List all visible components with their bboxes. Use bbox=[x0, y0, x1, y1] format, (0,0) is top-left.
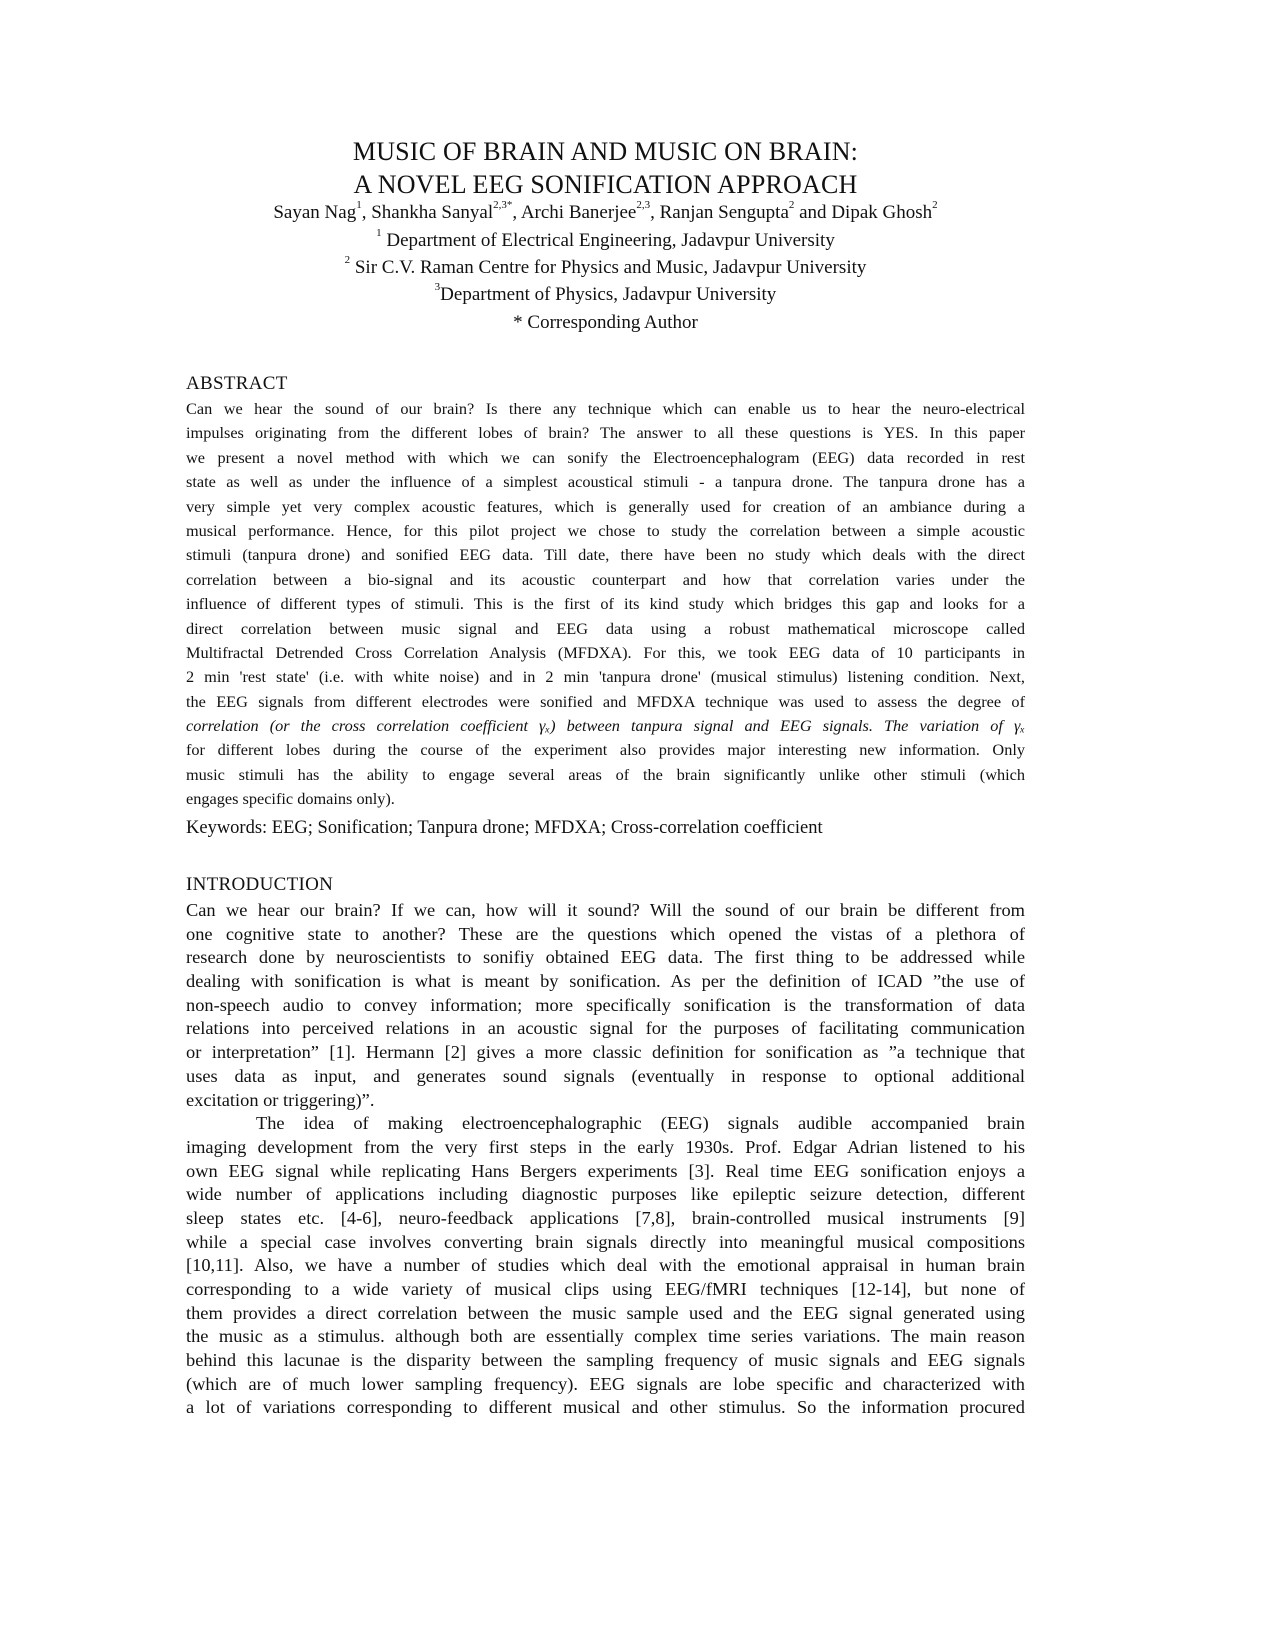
corresponding-author-note: * Corresponding Author bbox=[513, 312, 698, 333]
text-line: correlation (or the cross correlation coefficient γₓ) between tanpura signal and EEG signals. The variation of γₓ bbox=[186, 716, 1025, 736]
author-name: Archi Banerjee bbox=[520, 202, 637, 223]
text-line: direct correlation between music signal and EEG data using a robust mathematical microscope called bbox=[186, 618, 1025, 638]
text-line: uses data as input, and generates sound signals (eventually in response to optional additional bbox=[186, 1065, 1025, 1086]
affiliation-1 bbox=[0, 227, 1211, 252]
title-line-2: A NOVEL EEG SONIFICATION APPROACH bbox=[353, 170, 858, 199]
text-line: The idea of making electroencephalographic (EEG) signals audible accompanied brain bbox=[256, 1113, 1025, 1134]
text-line: engages specific domains only). bbox=[186, 789, 395, 809]
author-list bbox=[0, 199, 1211, 224]
text-line: or interpretation” [1]. Hermann [2] gives a more classic definition for sonification as ”a technique that bbox=[186, 1042, 1025, 1063]
text-line: music stimuli has the ability to engage several areas of the brain significantly unlike other stimuli (which bbox=[186, 764, 1025, 784]
text-line: (which are of much lower sampling frequency). EEG signals are lobe specific and characterized with bbox=[186, 1373, 1025, 1394]
text-line: state as well as under the influence of a simplest acoustical stimuli - a tanpura drone. The tanpura drone has a bbox=[186, 472, 1025, 492]
text-line: impulses originating from the different lobes of brain? The answer to all these questions is YES. In this paper bbox=[186, 423, 1025, 443]
text-line: dealing with sonification is what is meant by sonification. As per the definition of ICAD ”the use of bbox=[186, 971, 1025, 992]
text-line: own EEG signal while replicating Hans Bergers experiments [3]. Real time EEG sonification enjoys a bbox=[186, 1160, 1025, 1181]
affiliation-text: Department of Physics, Jadavpur University bbox=[440, 284, 777, 305]
author-separator: , bbox=[650, 202, 660, 223]
keywords: Keywords: EEG; Sonification; Tanpura drone; MFDXA; Cross-correlation coefficient bbox=[186, 818, 823, 838]
text-line: we present a novel method with which we can sonify the Electroencephalogram (EEG) data recorded in rest bbox=[186, 447, 1025, 467]
affiliation-mark: 3 bbox=[434, 281, 441, 293]
text-line: relations into perceived relations in an acoustic signal for the purposes of facilitating communication bbox=[186, 1018, 1025, 1039]
text-line: 2 min 'rest state' (i.e. with white noise) and in 2 min 'tanpura drone' (musical stimulus) listening condition. Next, bbox=[186, 667, 1025, 687]
author-name: Shankha Sanyal bbox=[371, 202, 494, 223]
author-name: Dipak Ghosh bbox=[831, 202, 933, 223]
text-line: one cognitive state to another? These are the questions which opened the vistas of a plethora of bbox=[186, 923, 1025, 944]
affiliation-2 bbox=[0, 254, 1211, 279]
author-name: Sayan Nag bbox=[273, 202, 357, 223]
text-line: Multifractal Detrended Cross Correlation Analysis (MFDXA). For this, we took EEG data of 10 participants in bbox=[186, 642, 1025, 662]
text-line: correlation between a bio-signal and its acoustic counterpart and how that correlation varies under the bbox=[186, 569, 1025, 589]
author-separator: , bbox=[361, 202, 372, 223]
author-separator: , bbox=[512, 202, 521, 223]
text-line: behind this lacunae is the disparity between the sampling frequency of music signals and EEG signals bbox=[186, 1350, 1025, 1371]
text-line: wide number of applications including diagnostic purposes like epileptic seizure detection, different bbox=[186, 1184, 1025, 1205]
affiliation-3 bbox=[0, 281, 1211, 306]
introduction-heading: INTRODUCTION bbox=[186, 874, 334, 895]
text-line: influence of different types of stimuli. This is the first of its kind study which bridges this gap and looks for a bbox=[186, 594, 1025, 614]
introduction-body bbox=[186, 899, 1025, 1420]
text-line: stimuli (tanpura drone) and sonified EEG data. Till date, there have been no study which deals with the direct bbox=[186, 545, 1025, 565]
author-affiliation-mark: 2 bbox=[932, 199, 938, 211]
title-line-1: MUSIC OF BRAIN AND MUSIC ON BRAIN: bbox=[352, 137, 859, 166]
author-affiliation-mark: 1 bbox=[356, 199, 362, 211]
paper-title bbox=[0, 135, 1211, 201]
affiliation-mark: 2 bbox=[344, 254, 351, 266]
text-line: the EEG signals from different electrodes were sonified and MFDXA technique was used to assess the degree of bbox=[186, 691, 1025, 711]
text-line: while a special case involves converting brain signals directly into meaningful musical compositions bbox=[186, 1231, 1025, 1252]
affiliation-text: Sir C.V. Raman Centre for Physics and Music, Jadavpur University bbox=[350, 257, 867, 278]
abstract-heading: ABSTRACT bbox=[186, 373, 288, 394]
text-line: excitation or triggering)”. bbox=[186, 1089, 375, 1110]
text-line: corresponding to a wide variety of musical clips using EEG/fMRI techniques [12-14], but none of bbox=[186, 1279, 1025, 1299]
affiliation-text: Department of Electrical Engineering, Jadavpur University bbox=[381, 230, 835, 251]
text-line: imaging development from the very first steps in the early 1930s. Prof. Edgar Adrian listened to his bbox=[186, 1136, 1025, 1157]
author-name: Ranjan Sengupta bbox=[659, 202, 789, 223]
author-separator: and bbox=[794, 202, 832, 223]
affiliation-mark: 1 bbox=[376, 227, 382, 239]
text-line: musical performance. Hence, for this pilot project we chose to study the correlation between a simple acoustic bbox=[186, 520, 1025, 540]
text-line: non-speech audio to convey information; more specifically sonification is the transformation of data bbox=[186, 994, 1025, 1015]
text-line: sleep states etc. [4-6], neuro-feedback applications [7,8], brain-controlled musical instruments [9] bbox=[186, 1207, 1025, 1228]
text-line: for different lobes during the course of the experiment also provides major interesting new information. Only bbox=[186, 740, 1025, 760]
text-line: very simple yet very complex acoustic features, which is generally used for creation of an ambiance during a bbox=[186, 496, 1025, 516]
text-line: the music as a stimulus. although both are essentially complex time series variations. The main reason bbox=[186, 1326, 1025, 1347]
abstract-body bbox=[186, 397, 1025, 812]
text-line: them provides a direct correlation between the music sample used and the EEG signal generated using bbox=[186, 1302, 1025, 1323]
text-line: a lot of variations corresponding to different musical and other stimulus. So the information procured bbox=[186, 1397, 1025, 1418]
author-affiliation-mark: 2 bbox=[788, 199, 795, 211]
text-line: [10,11]. Also, we have a number of studies which deal with the emotional appraisal in human brain bbox=[186, 1255, 1025, 1276]
author-affiliation-mark: 2,3 bbox=[636, 199, 651, 211]
author-affiliation-mark: 2,3* bbox=[493, 199, 513, 211]
text-line: Can we hear the sound of our brain? Is there any technique which can enable us to hear the neuro-electrical bbox=[186, 399, 1025, 418]
text-line: Can we hear our brain? If we can, how will it sound? Will the sound of our brain be different from bbox=[186, 900, 1025, 920]
text-line: research done by neuroscientists to sonifiy obtained EEG data. The first thing to be addressed while bbox=[186, 947, 1025, 968]
